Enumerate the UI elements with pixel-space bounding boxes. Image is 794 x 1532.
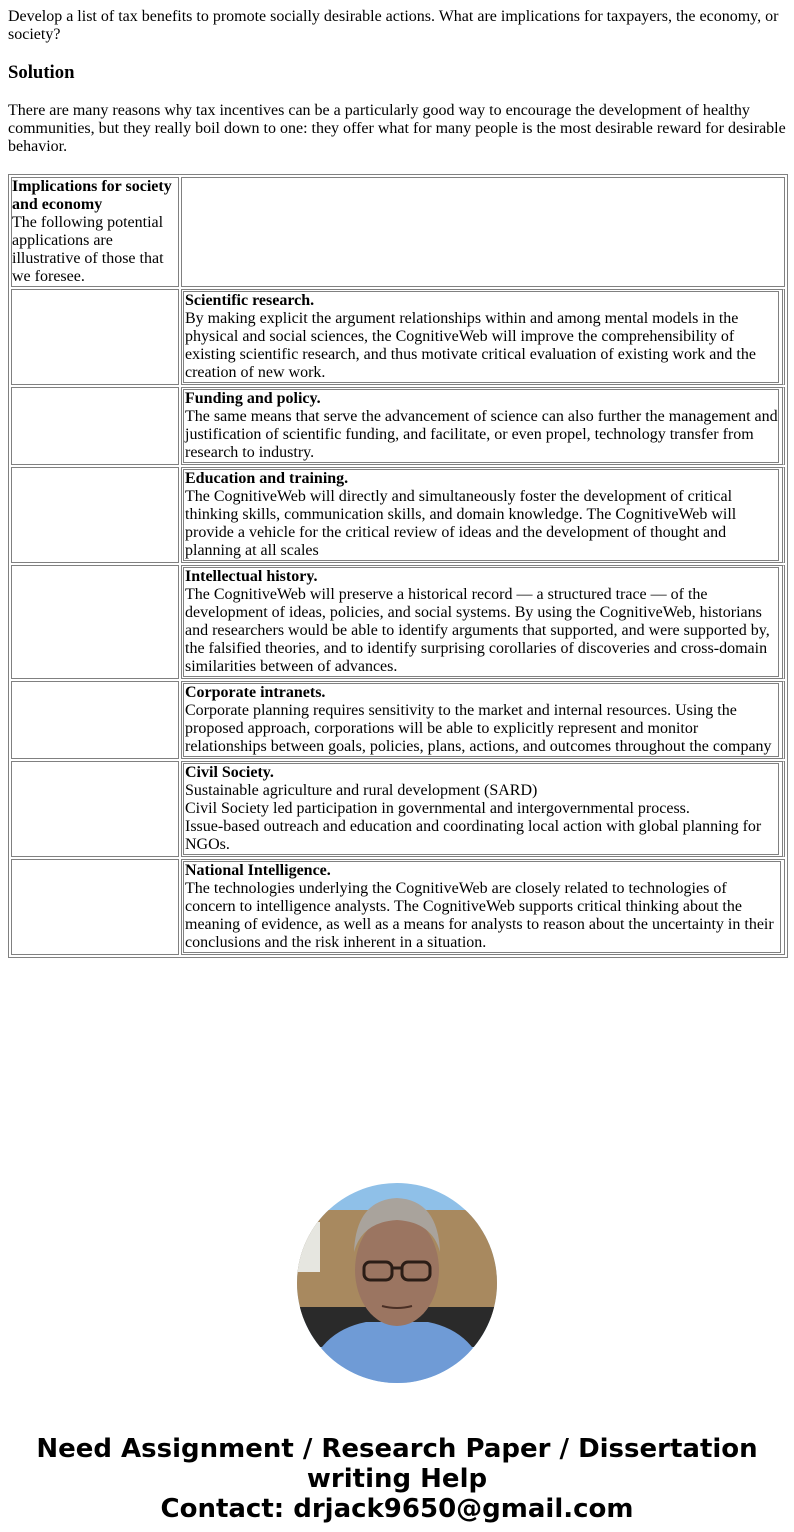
row-text: The technologies underlying the CognitiveWeb are closely related to technologies of concern to intelligence analysts. The CognitiveWeb supports critical thinking about the meaning of evidence, as well as a means for analysts to reason about the uncertainty in their conclusions and the risk inherent in a situation. [185, 880, 774, 951]
row-text: The CognitiveWeb will preserve a historical record — a structured trace — of the development of ideas, policies, and social systems. By using the CognitiveWeb, historians and researchers would be able to identify arguments that supported, and were supported by, the falsified theories, and to identify surprising corollaries of discoveries and cross-domain similarities between of advances. [185, 586, 770, 675]
row-text: Issue-based outreach and education and coordinating local action with global planning for NGOs. [185, 818, 762, 853]
table-header-row [11, 177, 785, 287]
table-row [11, 761, 785, 857]
row-text: By making explicit the argument relationships within and among mental models in the physical and social sciences, the CognitiveWeb will improve the comprehensibility of existing scientific research, and thus motivate critical evaluation of existing work and the creation of new work. [185, 310, 756, 381]
application-box [183, 567, 779, 677]
footer-line-1: Need Assignment / Research Paper / Dissertation writing Help [36, 1434, 758, 1494]
footer-contact: Contact: drjack9650@gmail.com [160, 1494, 634, 1524]
empty-left-cell [11, 467, 179, 563]
table-row [11, 565, 785, 679]
empty-left-cell [11, 289, 179, 385]
application-cell [181, 565, 785, 679]
empty-left-cell [11, 565, 179, 679]
row-title: Civil Society. [185, 764, 274, 781]
application-cell [181, 467, 785, 563]
table-row [11, 859, 785, 955]
application-box [183, 469, 779, 561]
footer-ad [8, 1434, 786, 1524]
author-photo-container [8, 1182, 786, 1384]
application-cell [181, 681, 785, 759]
row-title: Education and training. [185, 470, 349, 487]
empty-left-cell [11, 387, 179, 465]
empty-left-cell [11, 681, 179, 759]
application-box [183, 861, 781, 953]
header-text: The following potential applications are illustrative of those that we foresee. [12, 214, 164, 285]
application-box [183, 389, 779, 463]
application-box [183, 683, 779, 757]
header-title: Implications for society and economy [12, 178, 172, 213]
intro-paragraph: There are many reasons why tax incentives can be a particularly good way to encourage the development of healthy communities, but they really boil down to one: they offer what for many people is the most desirable reward for desirable behavior. [8, 102, 786, 155]
header-cell [11, 177, 179, 287]
row-title: National Intelligence. [185, 862, 331, 879]
application-box [183, 291, 779, 383]
application-cell [181, 859, 785, 955]
implications-table [8, 174, 788, 958]
row-title: Scientific research. [185, 292, 315, 309]
row-text: The same means that serve the advancement of science can also further the management and justification of scientific funding, and facilitate, or even propel, technology transfer from research to industry. [185, 408, 778, 461]
row-title: Corporate intranets. [185, 684, 326, 701]
empty-cell [181, 177, 785, 287]
row-text: Sustainable agriculture and rural development (SARD) [185, 782, 538, 799]
table-row [11, 387, 785, 465]
application-cell [181, 387, 785, 465]
table-row [11, 289, 785, 385]
solution-heading: Solution [8, 62, 75, 83]
application-cell [181, 289, 785, 385]
row-title: Funding and policy. [185, 390, 321, 407]
question-text: Develop a list of tax benefits to promote socially desirable actions. What are implications for taxpayers, the economy, or society? [8, 8, 779, 43]
application-box [183, 763, 779, 855]
row-text: The CognitiveWeb will directly and simultaneously foster the development of critical thinking skills, communication skills, and domain knowledge. The CognitiveWeb will provide a vehicle for the critical review of ideas and the development of thought and planning at all scales [185, 488, 737, 559]
application-cell [181, 761, 785, 857]
empty-left-cell [11, 859, 179, 955]
empty-left-cell [11, 761, 179, 857]
row-text: Corporate planning requires sensitivity to the market and internal resources. Using the proposed approach, corporations will be able to explicitly represent and monitor relationships between goals, policies, plans, actions, and outcomes throughout the company [185, 702, 772, 755]
row-title: Intellectual history. [185, 568, 318, 585]
author-photo [296, 1182, 498, 1384]
table-row [11, 467, 785, 563]
table-row [11, 681, 785, 759]
row-text: Civil Society led participation in governmental and intergovernmental process. [185, 800, 690, 817]
